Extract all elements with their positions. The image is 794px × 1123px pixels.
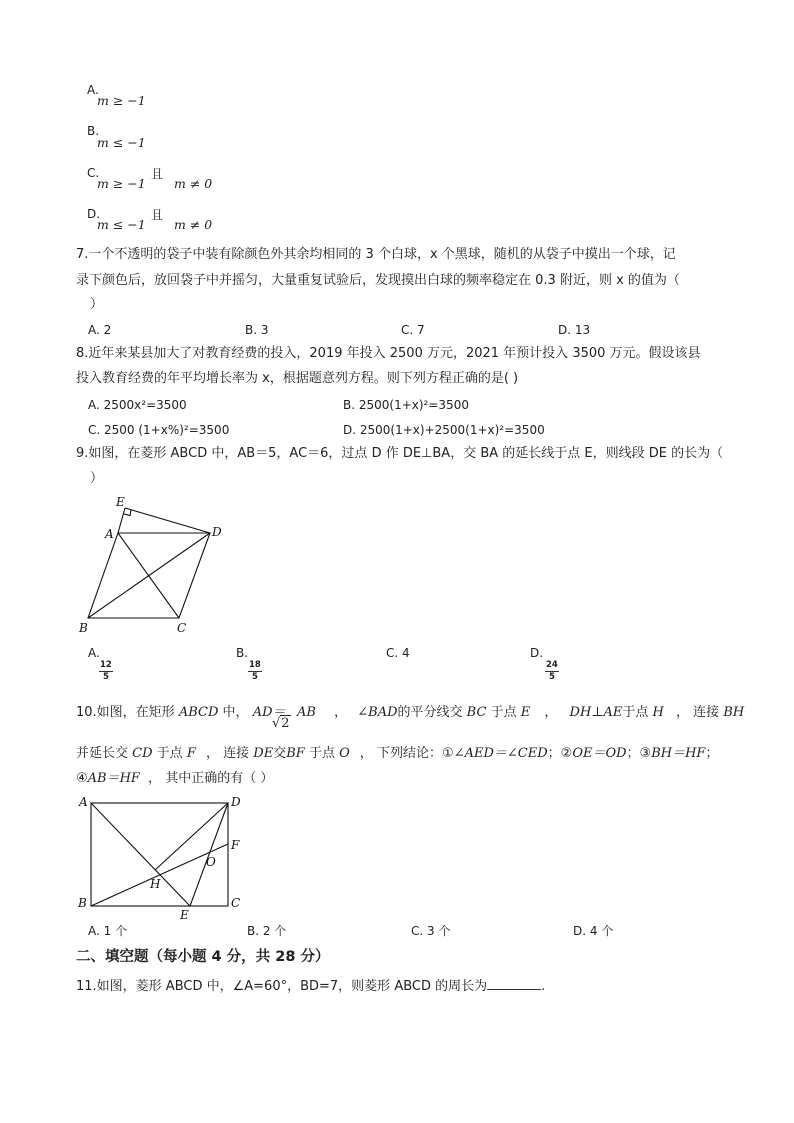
q10-abcd: ABCD [178, 705, 219, 720]
q10-sqrt [272, 716, 291, 731]
q10-sqrt-value: 2 [281, 716, 290, 731]
section-fill-in-blank-title: 二、填空题（每小题 4 分，共 28 分） [76, 949, 330, 965]
q10-lianjie: ， 连接 [676, 705, 720, 720]
q10-bc: BC [466, 705, 487, 720]
q10-l2-o: ；③ [626, 746, 652, 761]
q9-option-a-den: 5 [102, 672, 109, 682]
q10-l3-a: ④ [76, 771, 88, 786]
q9-option-a-fraction [99, 660, 113, 683]
q9-option-d-fraction [545, 660, 559, 683]
q6-option-c-letter: C. [87, 166, 100, 180]
question-11 [76, 979, 545, 993]
q10-dh-perp-ae: DH⊥AE [569, 705, 623, 720]
q9-option-d-den: 5 [548, 672, 555, 682]
q9-option-c: C. 4 [386, 646, 410, 660]
q6-option-c-math: m ≥ −1 [97, 176, 146, 191]
q10-option-d: D. 4 个 [573, 924, 614, 938]
extension-ae [118, 508, 125, 533]
q10-l2-c: 于点 [156, 746, 183, 761]
q10-o: O [339, 746, 350, 761]
label-d: D [231, 795, 241, 809]
q8-option-b: B. 2500(1+x)²=3500 [343, 398, 469, 412]
q10-l2-q: ； [705, 746, 719, 761]
q10-l2-m: ；② [547, 746, 573, 761]
q10-line1 [76, 706, 286, 719]
segment-de [125, 508, 210, 533]
q10-l2-i: 于点 [308, 746, 335, 761]
q6-option-c-extra: 且 [151, 167, 164, 181]
label-e: E [116, 495, 125, 509]
q9-option-a-letter: A. [88, 646, 100, 660]
q10-l3-c: ， 其中正确的有（ ） [148, 771, 274, 786]
q9-line1: 9.如图，在菱形 ABCD 中，AB＝5，AC＝6，过点 D 作 DE⊥BA，交 BA 的延长线于点 E，则线段 DE 的长为（ [76, 446, 724, 461]
q10-angle-bad: ∠BAD [357, 705, 398, 720]
label-d: D [212, 525, 222, 539]
label-e: E [180, 908, 189, 920]
q6-option-d-math: m ≤ −1 [97, 217, 146, 232]
q8-option-c: C. 2500 (1+x%)²=3500 [88, 423, 230, 437]
q10-conclusion4: AB＝HF [87, 771, 140, 786]
q7-option-c: C. 7 [401, 323, 425, 337]
q10-l2-e: ， 连接 [206, 746, 250, 761]
q10-bisector-text: 的平分线交 [397, 705, 463, 720]
q10-bh: BH [723, 705, 745, 720]
q10-yudian1: 于点 [490, 705, 517, 720]
q10-text-intro: 10.如图，在矩形 [76, 705, 175, 720]
q10-h: H [652, 705, 664, 720]
q10-e: E [520, 705, 531, 720]
q9-option-d-num: 24 [546, 660, 558, 670]
q10-conclusion1: ∠AED＝∠CED [453, 746, 548, 761]
q10-comma2: ， [544, 705, 558, 720]
q9-option-b-num: 18 [249, 660, 261, 670]
label-o: O [206, 855, 216, 869]
label-b: B [78, 896, 87, 910]
label-f: F [231, 838, 240, 852]
segment-ae [91, 803, 190, 906]
q7-option-d: D. 13 [558, 323, 591, 337]
q9-option-b-den: 5 [251, 672, 258, 682]
q6-option-d-letter: D. [87, 207, 101, 221]
q6-option-b-letter: B. [87, 124, 100, 138]
q6-option-b-math: m ≤ −1 [97, 135, 146, 150]
q6-option-d-extra-math: m ≠ 0 [174, 217, 213, 232]
q10-text-zhong: 中， [222, 705, 249, 720]
q10-line1-rest [297, 706, 744, 719]
q7-line2: 录下颜色后，放回袋子中并摇匀，大量重复试验后，发现摸出白球的频率稳定在 0.3 附近，则 x 的值为（ [76, 273, 680, 288]
q10-conclusion2: OE＝OD [572, 746, 627, 761]
q7-option-b: B. 3 [245, 323, 269, 337]
q9-option-a-num: 12 [100, 660, 112, 670]
q10-yudian2: 于点 [622, 705, 649, 720]
q10-bf: BF [286, 746, 305, 761]
q11-text: 11.如图，菱形 ABCD 中，∠A=60°，BD=7，则菱形 ABCD 的周长为 [76, 979, 488, 994]
label-c: C [177, 621, 187, 635]
segment-bf [91, 844, 228, 906]
q6-option-d-extra: 且 [151, 208, 164, 222]
q10-option-a: A. 1 个 [88, 924, 128, 938]
sqrt-radical-icon: √ [272, 716, 281, 731]
q7-line3: ） [90, 297, 104, 312]
q9-option-d-letter: D. [530, 646, 544, 660]
q6-option-a-math: m ≥ −1 [97, 93, 146, 108]
q8-line1: 8.近年来某县加大了对教育经费的投入，2019 年投入 2500 万元，2021 年预计投入 3500 万元。假设该县 [76, 346, 701, 361]
q9-rhombus-figure [72, 490, 232, 636]
label-a: A [105, 527, 114, 541]
q7-option-a: A. 2 [88, 323, 112, 337]
q10-option-c: C. 3 个 [411, 924, 451, 938]
q10-ab: AB [297, 705, 316, 720]
diagonal-bd [88, 533, 210, 618]
q11-tail: . [541, 979, 546, 994]
q10-conclusion3: BH＝HF [651, 746, 706, 761]
q9-option-b-fraction [248, 660, 262, 683]
q9-line2: ） [90, 471, 104, 486]
right-angle-mark [124, 510, 131, 516]
q10-line3 [76, 772, 273, 785]
q10-rectangle-figure [72, 792, 252, 920]
q10-f: F [186, 746, 196, 761]
q10-l2-g: 交 [273, 746, 287, 761]
q10-ad-eq: AD＝ [252, 705, 286, 720]
label-b: B [79, 621, 88, 635]
q8-line2: 投入教育经费的年平均增长率为 x，根据题意列方程。则下列方程正确的是( ) [76, 371, 519, 386]
q10-option-b: B. 2 个 [247, 924, 287, 938]
q6-option-c-extra-math: m ≠ 0 [174, 176, 213, 191]
q10-l2-a: 并延长交 [76, 746, 129, 761]
q10-de: DE [253, 746, 274, 761]
q11-answer-blank[interactable] [487, 979, 541, 990]
label-c: C [231, 896, 241, 910]
q7-line1: 7.一个不透明的袋子中装有除颜色外其余均相同的 3 个白球，x 个黑球，随机的从袋子中摸出一个球，记 [76, 247, 676, 262]
q10-line2 [76, 747, 718, 760]
label-h: H [150, 877, 161, 891]
q8-option-a: A. 2500x²=3500 [88, 398, 187, 412]
q8-option-d: D. 2500(1+x)+2500(1+x)²=3500 [343, 423, 545, 437]
label-a: A [79, 795, 88, 809]
q6-option-a-letter: A. [87, 83, 99, 97]
q10-comma1: ， [334, 705, 348, 720]
q10-l2-k: ， 下列结论：① [359, 746, 454, 761]
q10-cd: CD [132, 746, 153, 761]
q9-option-b-letter: B. [236, 646, 249, 660]
